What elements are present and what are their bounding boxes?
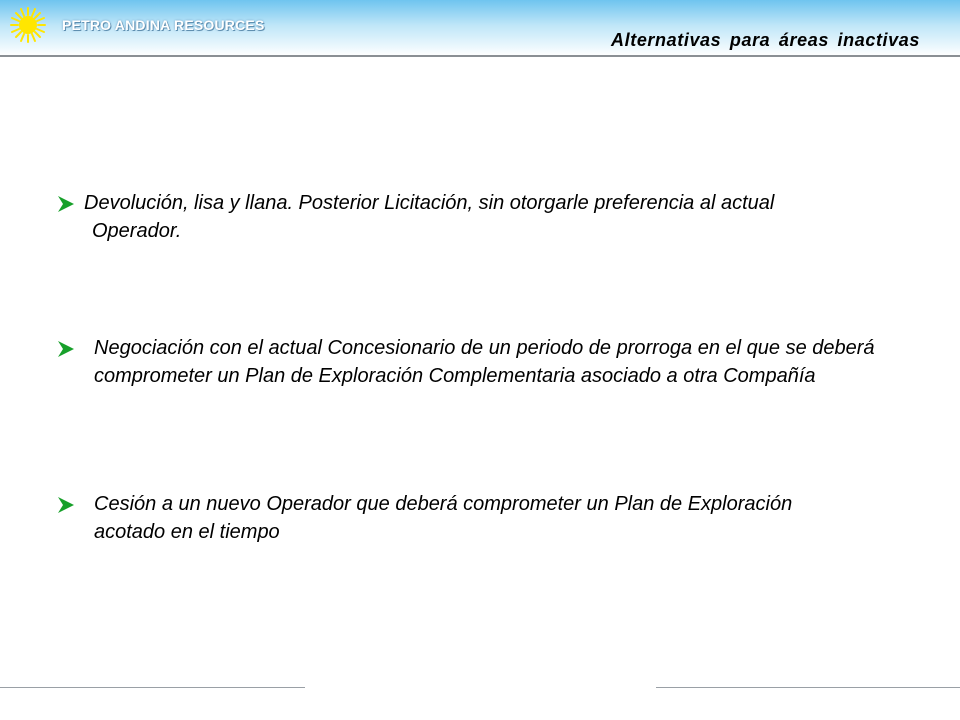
slide-title: Alternativas para áreas inactivas (611, 30, 920, 50)
arrow-bullet-icon (58, 341, 74, 357)
arrow-bullet-icon (58, 497, 74, 513)
footer-divider-right (656, 687, 960, 688)
header-divider (0, 55, 960, 57)
bullet-item-cesion (58, 490, 858, 546)
bullet-item-negociacion (58, 334, 888, 390)
bullet-text-line2: Operador. (92, 220, 182, 242)
footer-divider-left (0, 687, 305, 688)
bullet-text-line1: Devolución, lisa y llana. Posterior Licitación, sin otorgarle preferencia al actual (84, 192, 775, 214)
bullet-text: Cesión a un nuevo Operador que deberá comprometer un Plan de Exploración acotado en el tiempo (94, 493, 793, 543)
brand-name: PETRO ANDINA RESOURCES (62, 17, 265, 33)
sun-logo-icon (10, 7, 46, 43)
arrow-bullet-icon (58, 196, 74, 212)
bullet-item-devolucion (58, 189, 938, 245)
bullet-text: Negociación con el actual Concesionario de un periodo de prorroga en el que se deberá comprometer un Plan de Exploración Complementaria asociado a otra Compañía (94, 337, 875, 387)
slide-header (0, 0, 960, 56)
